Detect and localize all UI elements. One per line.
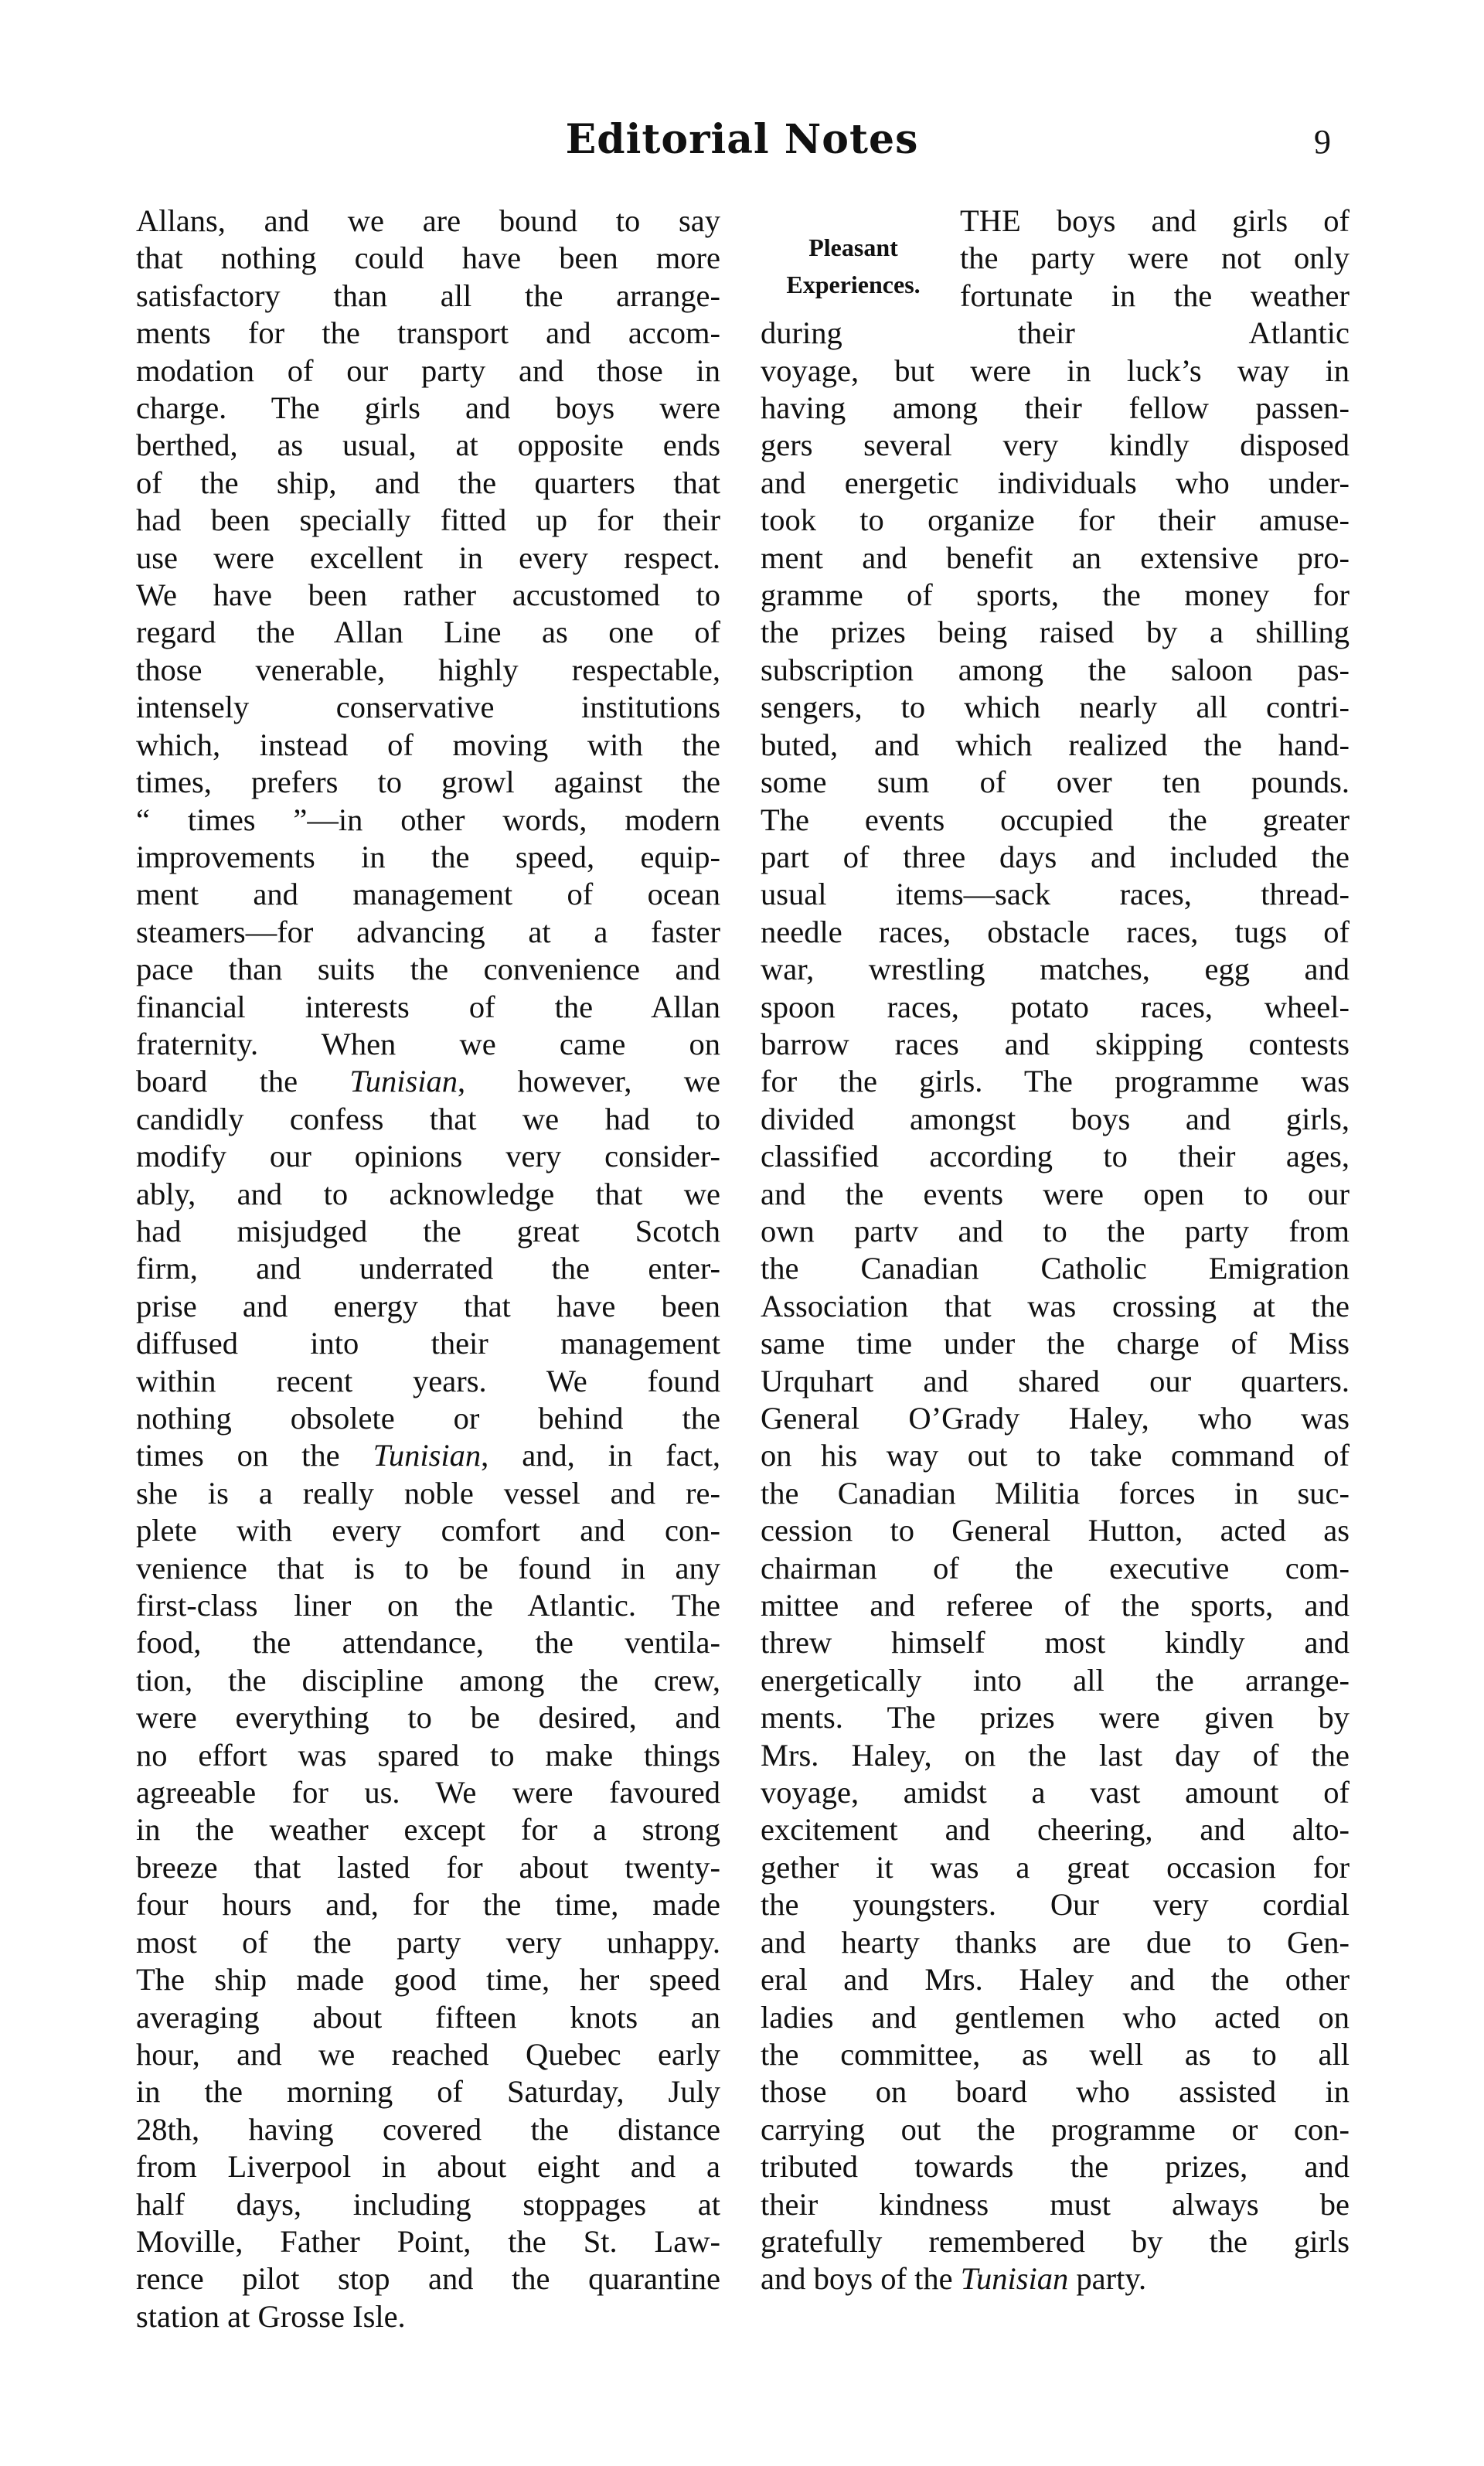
text-line: the youngsters. Our very cordial [761, 1887, 1350, 1923]
text-line: mittee and referee of the sports, and [761, 1588, 1350, 1623]
text-line: THE boys and girls of [960, 203, 1350, 238]
text-line: within recent years. We found [136, 1363, 720, 1398]
text-line: no effort was spared to make things [136, 1737, 720, 1773]
text-line: she is a really noble vessel and re- [136, 1475, 720, 1511]
text-line: candidly confess that we had to [136, 1101, 720, 1136]
text-line: Urquhart and shared our quarters. [761, 1363, 1350, 1398]
text-line: carrying out the programme or con- [761, 2111, 1350, 2147]
text-line: sengers, to which nearly all contri- [761, 690, 1350, 725]
text-line: and energetic individuals who under- [761, 465, 1350, 500]
text-line: and the events were open to our [761, 1176, 1350, 1211]
text-line: gramme of sports, the money for [761, 577, 1350, 613]
text-line: intensely conservative institutions [136, 690, 720, 725]
text-line: same time under the charge of Miss [761, 1326, 1350, 1361]
text-line: for the girls. The programme was [761, 1064, 1350, 1099]
text-line: subscription among the saloon pas- [761, 652, 1350, 687]
text-line: Allans, and we are bound to say [136, 203, 720, 238]
text-line: divided amongst boys and girls, [761, 1101, 1350, 1136]
right-column [761, 203, 1350, 2298]
text-line: ment and management of ocean [136, 877, 720, 912]
text-line: ably, and to acknowledge that we [136, 1176, 720, 1211]
text-line: half days, including stoppages at [136, 2186, 720, 2222]
text-line: on his way out to take command of [761, 1438, 1350, 1473]
text-line: hour, and we reached Quebec early [136, 2036, 720, 2072]
text-line: tributed towards the prizes, and [761, 2149, 1350, 2185]
text-line: gether it was a great occasion for [761, 1849, 1350, 1885]
text-line: financial interests of the Allan [136, 989, 720, 1024]
text-line: General O’Grady Haley, who was [761, 1401, 1350, 1436]
text-line: threw himself most kindly and [761, 1625, 1350, 1660]
text-line: firm, and underrated the enter- [136, 1251, 720, 1286]
text-line: excitement and cheering, and alto- [761, 1812, 1350, 1848]
text-line: some sum of over ten pounds. [761, 765, 1350, 800]
text-line: ments for the transport and accom- [136, 315, 720, 351]
text-line: “ times ”—in other words, modern [136, 802, 720, 837]
text-line: venience that is to be found in any [136, 1550, 720, 1586]
text-line: Association that was crossing at the [761, 1288, 1350, 1323]
text-line: barrow races and skipping contests [761, 1026, 1350, 1061]
text-line: own partv and to the party from [761, 1213, 1350, 1248]
text-line: rence pilot stop and the quarantine [136, 2261, 720, 2297]
text-line: those venerable, highly respectable, [136, 652, 720, 687]
text-line: usual items—sack races, thread- [761, 877, 1350, 912]
text-line: those on board who assisted in [761, 2074, 1350, 2110]
margin-sidenote [761, 229, 946, 303]
text-line: The ship made good time, her speed [136, 1962, 720, 1998]
text-line: use were excellent in every respect. [136, 540, 720, 575]
text-line: nothing obsolete or behind the [136, 1401, 720, 1436]
text-line: tion, the discipline among the crew, [136, 1662, 720, 1698]
text-line: eral and Mrs. Haley and the other [761, 1962, 1350, 1998]
running-title: Editorial Notes [565, 116, 919, 163]
text-line: station at Grosse Isle. [136, 2298, 406, 2334]
text-line: times, prefers to growl against the [136, 765, 720, 800]
text-line: chairman of the executive com- [761, 1550, 1350, 1586]
text-line: charge. The girls and boys were [136, 390, 720, 426]
text-line: plete with every comfort and con- [136, 1513, 720, 1548]
text-line: voyage, but were in luck’s way in [761, 353, 1350, 388]
text-line: ment and benefit an extensive pro- [761, 540, 1350, 575]
text-line: 28th, having covered the distance [136, 2111, 720, 2147]
text-line: four hours and, for the time, made [136, 1887, 720, 1923]
text-line: modation of our party and those in [136, 353, 720, 388]
text-line: food, the attendance, the ventila- [136, 1625, 720, 1660]
text-line: fraternity. When we came on [136, 1026, 720, 1061]
text-line: from Liverpool in about eight and a [136, 2149, 720, 2185]
text-line: were everything to be desired, and [136, 1700, 720, 1735]
text-line: took to organize for their amuse- [761, 502, 1350, 538]
text-line: buted, and which realized the hand- [761, 727, 1350, 762]
text-line: in the weather except for a strong [136, 1812, 720, 1848]
text-line: Moville, Father Point, the St. Law- [136, 2223, 720, 2259]
text-line: having among their fellow passen- [761, 390, 1350, 426]
text-line: the party were not only [960, 240, 1350, 276]
text-line: ments. The prizes were given by [761, 1700, 1350, 1735]
text-line: We have been rather accustomed to [136, 577, 720, 613]
text-line: in the morning of Saturday, July [136, 2074, 720, 2110]
page-header [0, 116, 1484, 178]
text-line: cession to General Hutton, acted as [761, 1513, 1350, 1548]
page-number: 9 [1314, 123, 1331, 161]
text-line: had been specially fitted up for their [136, 502, 720, 538]
text-line: board the Tunisian, however, we [136, 1064, 720, 1099]
text-line: regard the Allan Line as one of [136, 615, 720, 650]
text-line: agreeable for us. We were favoured [136, 1775, 720, 1810]
text-line: the prizes being raised by a shilling [761, 615, 1350, 650]
text-line: times on the Tunisian, and, in fact, [136, 1438, 720, 1473]
text-line: diffused into their management [136, 1326, 720, 1361]
text-line: and boys of the Tunisian party. [761, 2261, 1147, 2297]
text-line: pace than suits the convenience and [136, 952, 720, 987]
text-line: classified according to their ages, [761, 1139, 1350, 1174]
text-line: steamers—for advancing at a faster [136, 914, 720, 949]
text-line: during their Atlantic [761, 315, 1350, 351]
left-column [136, 203, 720, 2335]
text-line: part of three days and included the [761, 839, 1350, 874]
right-column-text [761, 203, 1350, 2298]
text-line: their kindness must always be [761, 2186, 1350, 2222]
text-line: that nothing could have been more [136, 240, 720, 276]
text-line: modify our opinions very consider- [136, 1139, 720, 1174]
text-line: improvements in the speed, equip- [136, 839, 720, 874]
text-line: and hearty thanks are due to Gen- [761, 1924, 1350, 1960]
text-line: breeze that lasted for about twenty- [136, 1849, 720, 1885]
text-line: needle races, obstacle races, tugs of [761, 914, 1350, 949]
text-line: most of the party very unhappy. [136, 1924, 720, 1960]
text-line: of the ship, and the quarters that [136, 465, 720, 500]
text-line: Mrs. Haley, on the last day of the [761, 1737, 1350, 1773]
text-line: which, instead of moving with the [136, 727, 720, 762]
text-line: the committee, as well as to all [761, 2036, 1350, 2072]
text-line: spoon races, potato races, wheel- [761, 989, 1350, 1024]
text-line: berthed, as usual, at opposite ends [136, 427, 720, 463]
text-line: prise and energy that have been [136, 1288, 720, 1323]
text-line: ladies and gentlemen who acted on [761, 1999, 1350, 2035]
text-line: energetically into all the arrange- [761, 1662, 1350, 1698]
text-line: the Canadian Catholic Emigration [761, 1251, 1350, 1286]
text-line: The events occupied the greater [761, 802, 1350, 837]
text-line: war, wrestling matches, egg and [761, 952, 1350, 987]
text-line: satisfactory than all the arrange- [136, 278, 720, 313]
text-line: voyage, amidst a vast amount of [761, 1775, 1350, 1810]
text-line: first-class liner on the Atlantic. The [136, 1588, 720, 1623]
text-line: had misjudged the great Scotch [136, 1213, 720, 1248]
text-line: fortunate in the weather [960, 278, 1350, 313]
text-line: the Canadian Militia forces in suc- [761, 1475, 1350, 1511]
text-line: gratefully remembered by the girls [761, 2223, 1350, 2259]
sidenote-line: Pleasant [808, 233, 898, 261]
sidenote-line: Experiences. [786, 271, 921, 298]
text-line: gers several very kindly disposed [761, 427, 1350, 463]
text-line: averaging about fifteen knots an [136, 1999, 720, 2035]
